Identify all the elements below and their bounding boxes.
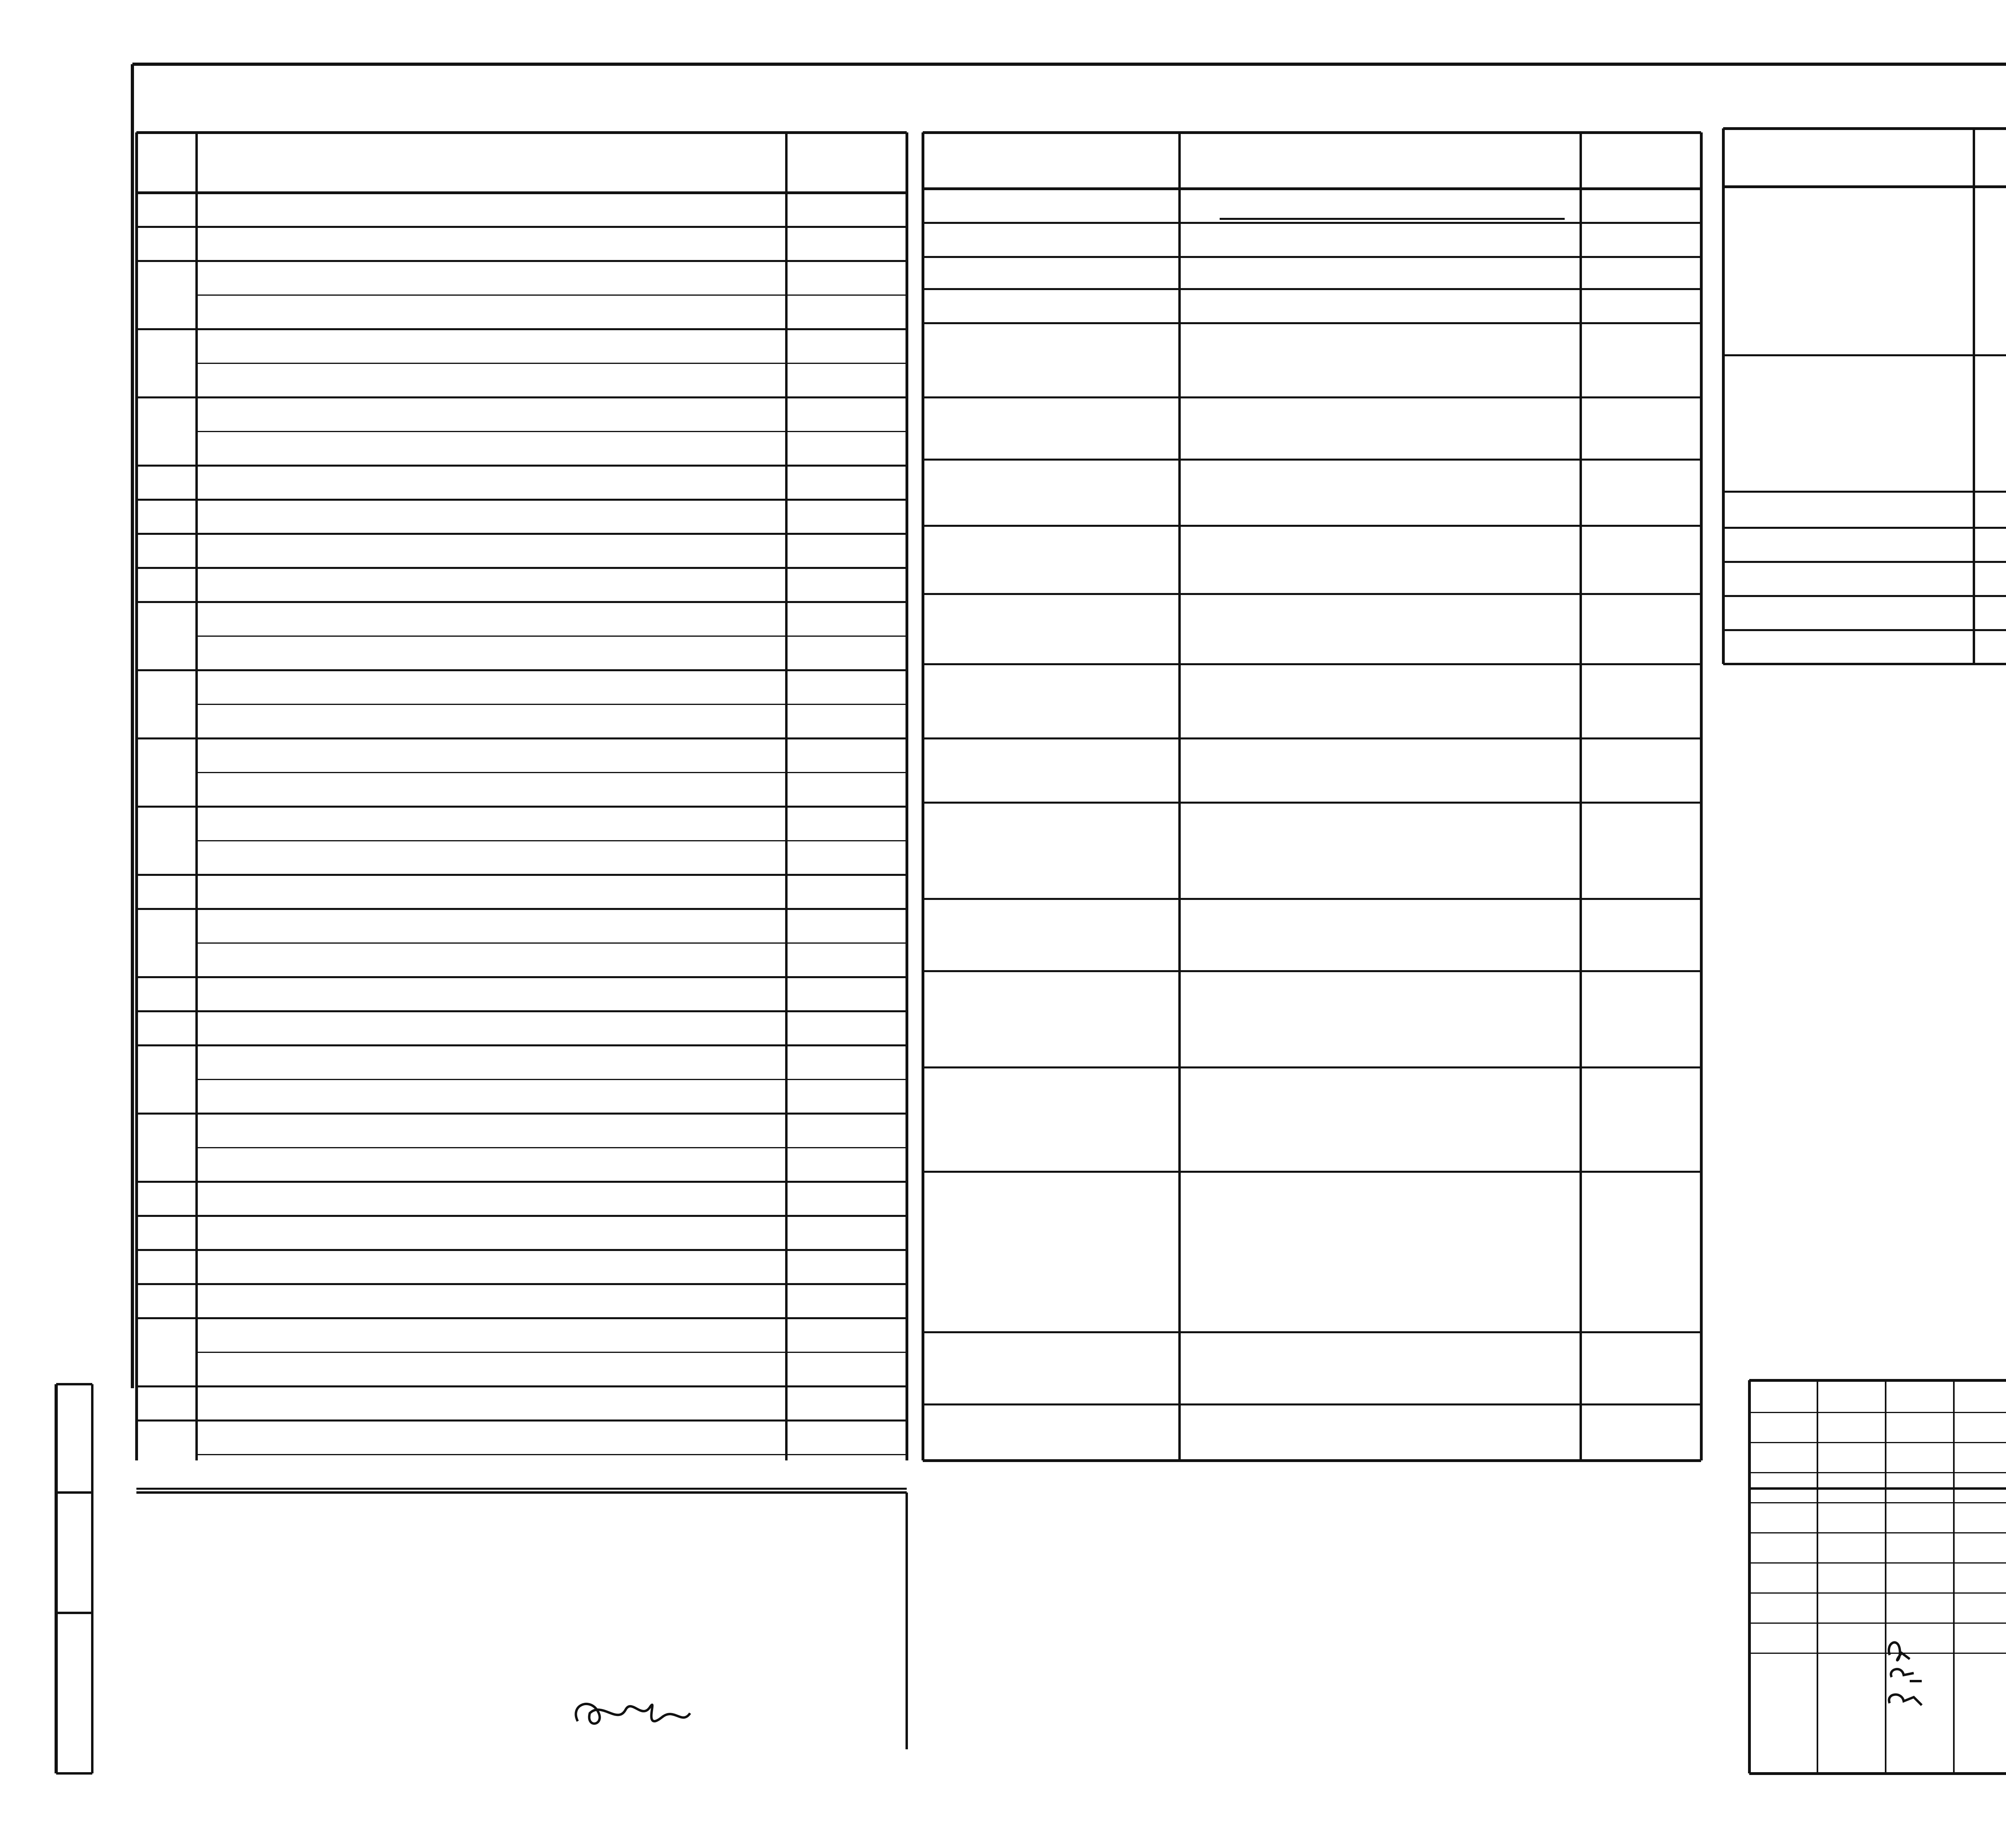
titleblock-grid (1749, 1532, 2006, 1533)
row-subdivider (197, 1352, 907, 1353)
table1-row-line (136, 669, 907, 671)
table2-row-line (923, 1460, 1701, 1462)
v-rule (135, 132, 138, 1460)
stamp-frame (91, 1384, 93, 1773)
v-rule (1700, 132, 1703, 1460)
table2-row-line (923, 970, 1701, 972)
v-rule (1580, 132, 1582, 1460)
table1-row-line (136, 226, 907, 228)
kuznetsov-signature (1889, 1695, 1922, 1705)
h-rule (1723, 185, 2006, 188)
titleblock-grid (1817, 1380, 1818, 1773)
table2-row-line (923, 288, 1701, 290)
note-frame (906, 1493, 908, 1749)
table1-row-line (136, 1317, 907, 1319)
table2-row-line (923, 459, 1701, 461)
table1-row-line (136, 1010, 907, 1012)
table2-row-line (923, 1331, 1701, 1333)
table2-row-line (923, 737, 1701, 739)
note-frame (136, 1491, 907, 1494)
v-rule (1178, 132, 1181, 1460)
table1-row-line (136, 737, 907, 739)
table1-row-line (136, 908, 907, 910)
row-subdivider (197, 1147, 907, 1148)
row-subdivider (197, 431, 907, 432)
table2-row-line (923, 1066, 1701, 1068)
table1-row-line (136, 1044, 907, 1046)
titleblock-frame (1748, 1380, 1751, 1773)
table1-row-line (136, 806, 907, 808)
h-rule (56, 1491, 92, 1494)
h-rule (1749, 1772, 2006, 1775)
titleblock-grid (1749, 1502, 2006, 1503)
table1-row-line (136, 465, 907, 467)
stamp-frame (55, 1384, 58, 1773)
h-rule (56, 1612, 92, 1614)
table2-row-line (923, 322, 1701, 324)
h-rule (1723, 127, 2006, 130)
row-subdivider (197, 942, 907, 944)
table2-row-line (923, 898, 1701, 900)
page-frame-top (132, 63, 907, 66)
miroshnichenko-signature (1891, 1669, 1922, 1681)
table1-row-line (136, 396, 907, 398)
h-rule (923, 131, 1701, 134)
table1-row-line (136, 1283, 907, 1285)
v-rule (1722, 128, 1725, 664)
table3-row-line (1723, 561, 2006, 563)
page-frame-left (131, 64, 134, 1388)
table2-row-line (923, 256, 1701, 258)
titleblock-grid (1749, 1412, 2006, 1413)
table2-row-line (923, 663, 1701, 665)
titleblock-grid (1953, 1380, 1955, 1773)
v-rule (906, 132, 908, 1460)
table1-row-line (136, 874, 907, 876)
h-rule (56, 1383, 92, 1385)
row-subdivider (197, 840, 907, 841)
table3-row-line (1723, 354, 2006, 356)
main-constructor-signature (576, 1704, 690, 1724)
titleblock-grid (1749, 1472, 2006, 1473)
table1-row-line (136, 260, 907, 262)
table3-row-line (1723, 491, 2006, 493)
row-subdivider (197, 1079, 907, 1080)
table1-row-line (136, 1113, 907, 1115)
h-rule (136, 131, 907, 134)
table1-row-line (136, 1420, 907, 1422)
titleblock-grid (1749, 1592, 2006, 1594)
table1-row-line (136, 1488, 907, 1490)
titleblock-grid (1749, 1562, 2006, 1564)
h-rule (56, 1772, 92, 1775)
table1-row-line (136, 533, 907, 535)
table1-row-line (136, 1249, 907, 1251)
page-frame-top (907, 63, 2006, 66)
h-rule (1749, 1379, 2006, 1382)
table1-row-line (136, 601, 907, 603)
table1-row-line (136, 1385, 907, 1387)
h-rule (1749, 1487, 2006, 1490)
row-subdivider (197, 636, 907, 637)
table2-row-line (923, 593, 1701, 595)
titleblock-grid (1749, 1442, 2006, 1443)
table2-row-line (923, 802, 1701, 804)
table1-row-line (136, 1215, 907, 1217)
row-subdivider (197, 1454, 907, 1455)
h-rule (1723, 527, 2006, 529)
v-rule (785, 132, 788, 1460)
table1-row-line (136, 499, 907, 501)
v-rule (922, 132, 924, 1460)
titleblock-grid (1749, 1623, 2006, 1624)
h-rule (923, 187, 1701, 190)
v-rule (195, 132, 198, 1460)
table1-row-line (136, 976, 907, 978)
row-subdivider (197, 363, 907, 364)
h-rule (136, 191, 907, 194)
h-rule (1723, 629, 2006, 631)
titleblock-grid (1885, 1380, 1886, 1773)
row-subdivider (197, 772, 907, 773)
row-subdivider (197, 704, 907, 705)
table1-row-line (136, 567, 907, 569)
section-underline (1220, 218, 1565, 220)
table2-row-line (923, 1403, 1701, 1405)
table2-row-line (923, 396, 1701, 398)
v-rule (1973, 128, 1975, 664)
table1-row-line (136, 1181, 907, 1183)
table1-row-line (136, 328, 907, 330)
h-rule (923, 222, 1701, 224)
table2-row-line (923, 1171, 1701, 1173)
row-subdivider (197, 294, 907, 296)
antonova-signature (1889, 1643, 1910, 1660)
table2-row-line (923, 525, 1701, 527)
table3-row-line (1723, 595, 2006, 597)
titleblock-grid (1749, 1653, 2006, 1654)
h-rule (1723, 663, 2006, 665)
